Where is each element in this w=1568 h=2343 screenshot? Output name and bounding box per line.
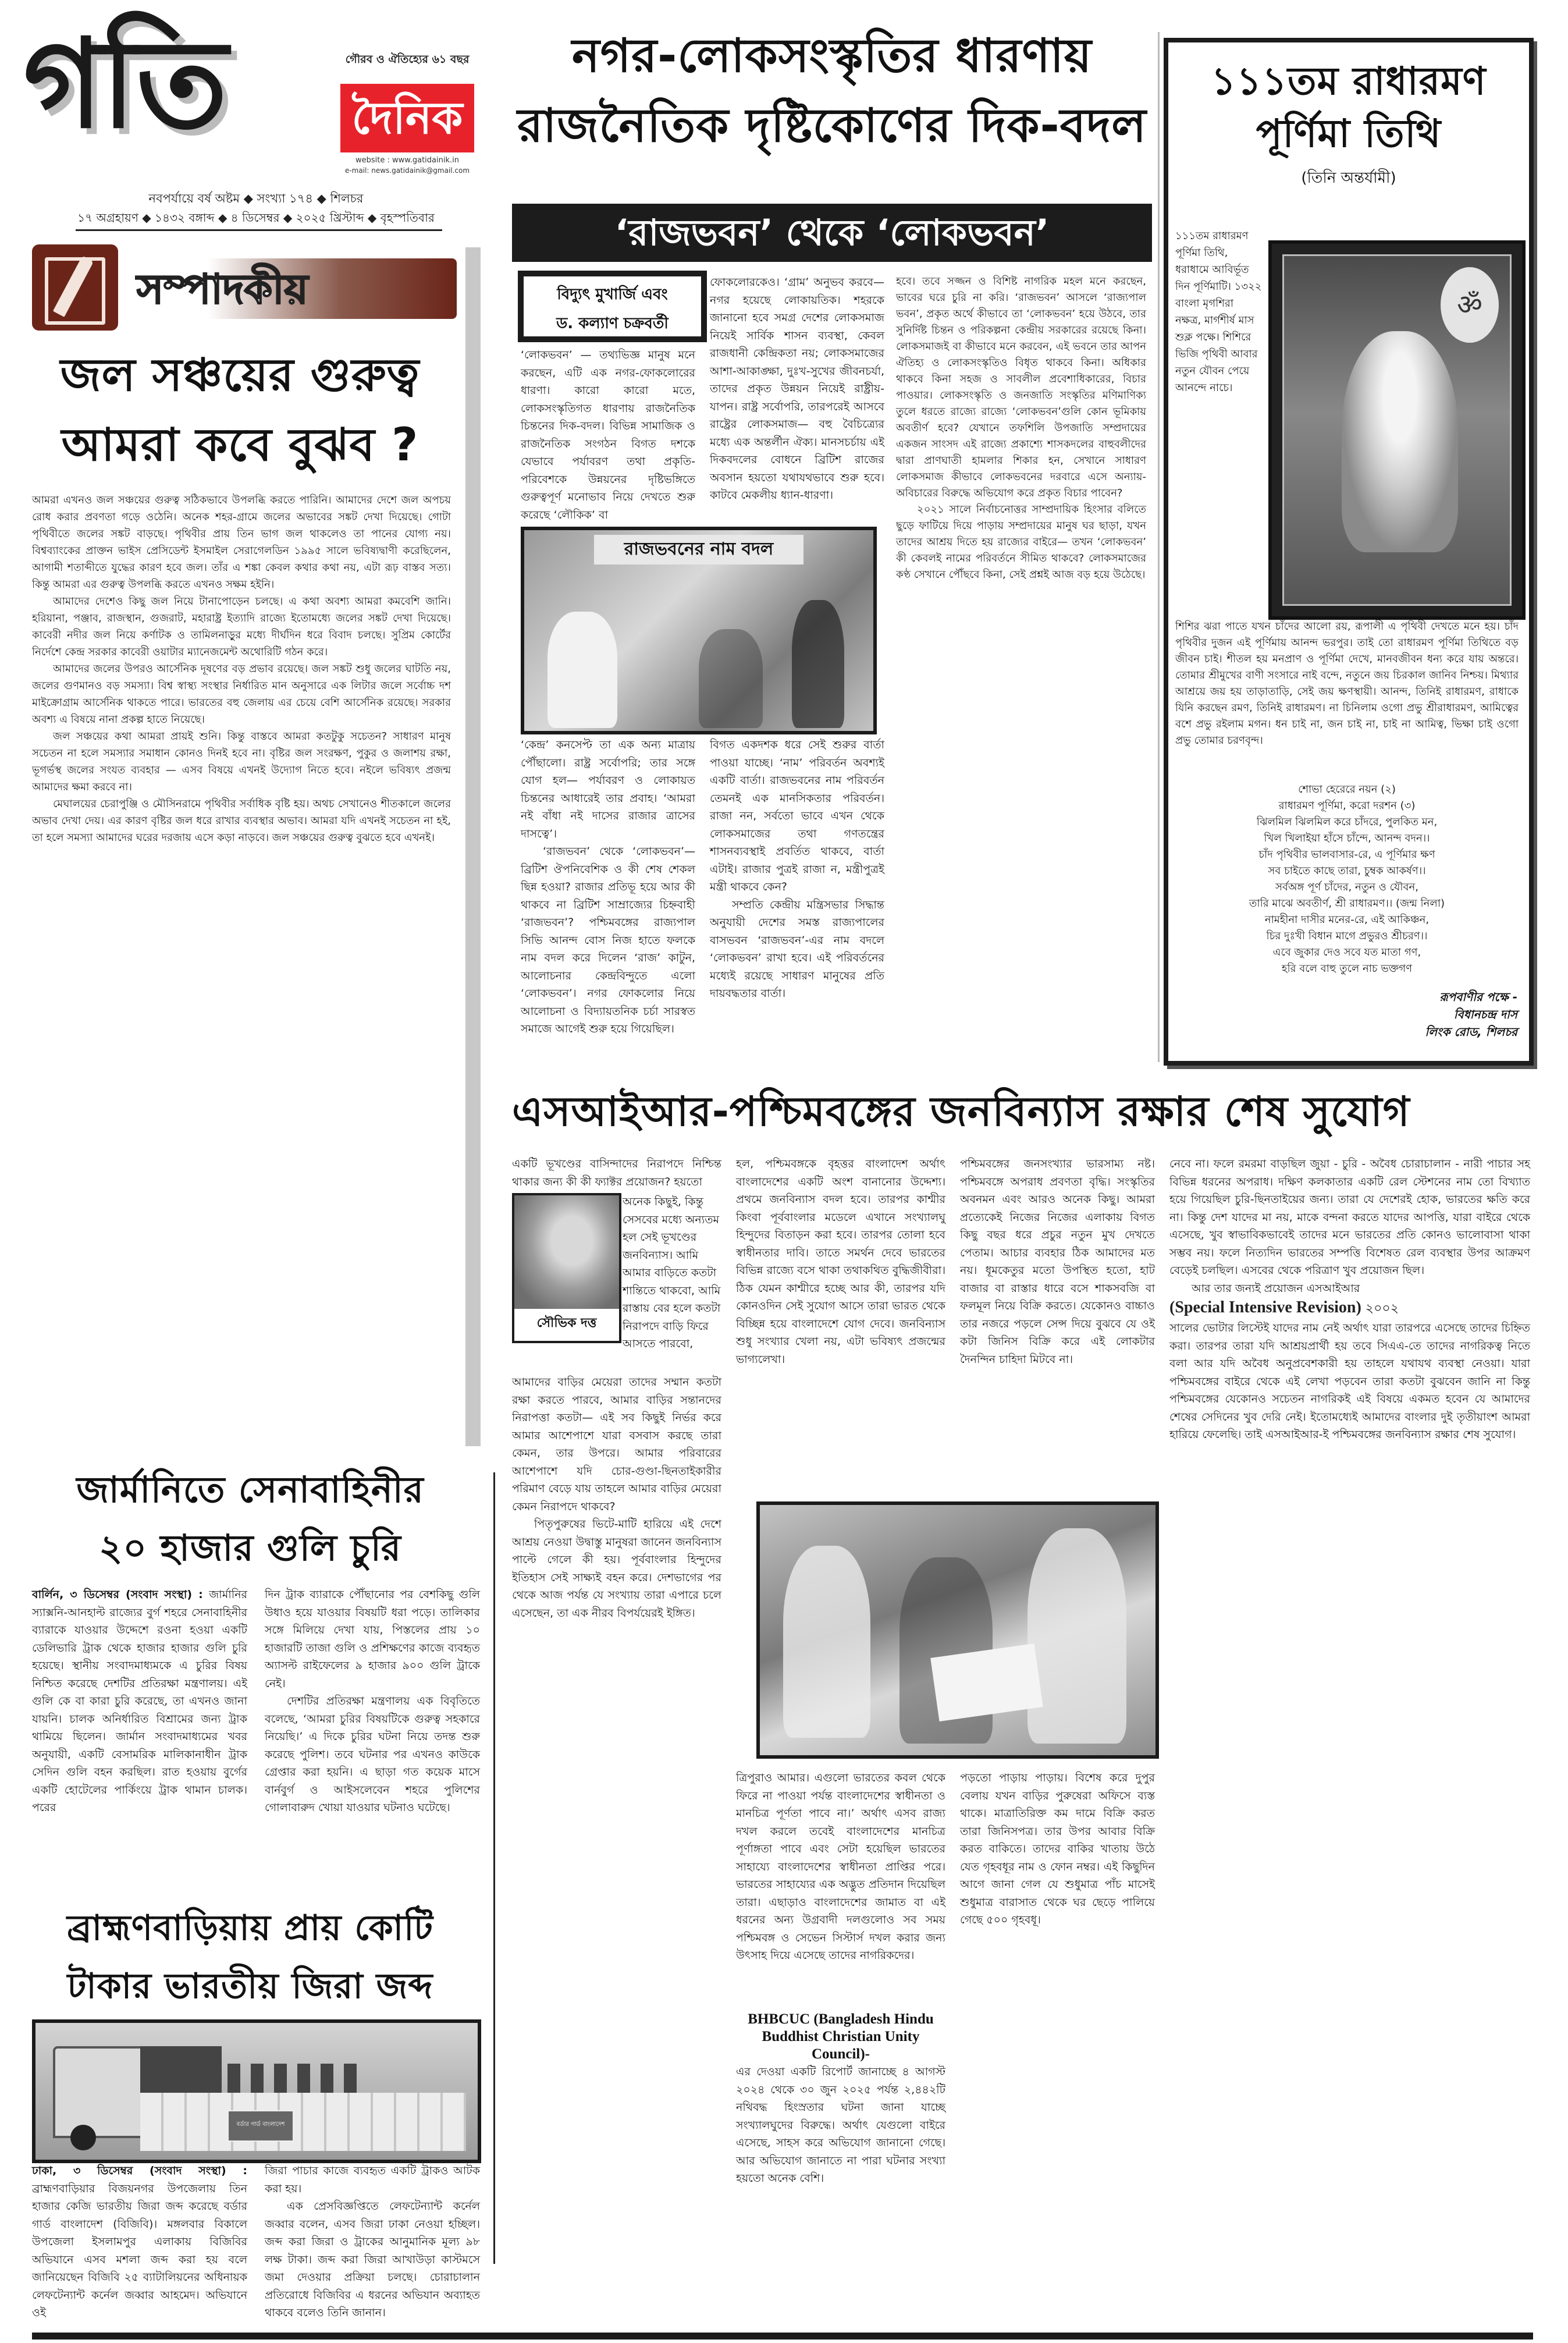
lead-col1-bottom — [521, 736, 695, 1062]
sir-headline: এসআইআর-পশ্চিমবঙ্গের জনবিন্যাস রক্ষার শেষ সুযোগ — [512, 1088, 1410, 1135]
sir-col2-top: হল, পশ্চিমবঙ্গকে বৃহত্তর বাংলাদেশ অর্থাৎ বাংলাদেশের একটি অংশ বানানোর উদ্দেশ্য। প্রথমে জনবিন্যাস বদল হবে। তারপর কাশ্মীর কিংবা পূর্ববাংলার মডেলে এখানে সংখ্যালঘু হিন্দুদের বিতাড়ন করা হবে। তারপর তোলা হবে স্বাধীনতার দাবি। তাতে সমর্থন দেবে ভারতের বিভিন্ন রাজ্যে বসে থাকা তথাকথিত বুদ্ধিজীবীরা। ঠিক যেমন কাশ্মীরে হচ্ছে আর কী, তারপর যদি কোনওদিন সেই সুযোগ আসে তারা ভারত থেকে বিচ্ছিন্ন হয়ে বাংলাদেশে যোগ দেবে। জনবিন্যাস শুধু সংখ্যার খেলা নয়, এটা ভবিষ্যৎ প্রজন্মের ভাগ্যলেখা। — [736, 1158, 945, 1366]
column-divider — [493, 1472, 495, 2264]
masthead-logo: গতি — [23, 13, 226, 155]
bgb-signboard-text: বর্ডার গার্ড বাংলাদেশ — [236, 2121, 285, 2128]
lead-byline-box — [518, 271, 707, 342]
poem-line: চাঁদ পৃথিবীর ভালবাসার-রে, এ পূর্ণিমার ক্ষণ — [1258, 849, 1435, 861]
masthead — [0, 0, 512, 233]
photo-person — [783, 1546, 870, 1738]
cumin-headline-line2: টাকার ভারতীয় জিরা জব্দ — [67, 1966, 433, 2007]
poem-line: চির দুঃখী বিধান মাগে প্রভুরও শ্রীচরণ।। — [1266, 930, 1428, 942]
germany-paragraph: দেশটির প্রতিরক্ষা মন্ত্রণালয় এক বিবৃতিতে বলেছে, ‘আমরা চুরির বিষয়টিকে গুরুত্ব সহকারে নিয়েছি।’ এ দিকে চুরির ঘটনা নিয়ে তদন্ত শুরু করেছে পুলিশ। তবে ঘটনার পর এখনও কাউকে গ্রেপ্তার করা হয়নি। এ ছাড়া গত কয়েক মাসে বার্নবুর্গ ও আইসলেবেন শহরে পুলিশের গোলাবারুদ খোয়া যাওয়ার ঘটনাও ঘটেছে। — [265, 1695, 480, 1814]
sir-col2-bottom: ত্রিপুরাও আমার। এগুলো ভারতের কবল থেকে ফিরে না পাওয়া পর্যন্ত বাংলাদেশের স্বাধীনতা ও মানচিত্র পূর্ণতা পাবে না।’ অর্থাৎ এসব রাজ্য দখল করলে তবেই বাংলাদেশের মানচিত্র পূর্ণাঙ্গতা পাবে এবং সেটা হয়েছিল ভারতের সাহায্যে বাংলাদেশের স্বাধীনতা প্রাপ্তির পরে। ভারতের সাহায্যের এক অদ্ভুত প্রতিদান দিয়েছিল তারা। এছাড়াও বাংলাদেশের জামাত বা এই ধরনের অন্য উগ্রবাদী দলগুলোও সব সময় পশ্চিমবঙ্গ ও সেভেন সিস্টার্স দখল করার জন্য উৎসাহ দিয়ে এসেছে তাদের নাগরিকদের। — [736, 1772, 945, 1962]
lead-headline-line2: রাজনৈতিক দৃষ্টিকোণের দিক-বদল — [517, 98, 1147, 152]
editorial-paragraph: মেঘালয়ের চেরাপুঞ্জি ও মৌসিনরামে পৃথিবীর সর্বাধিক বৃষ্টি হয়। অথচ সেখানেও শীতকালে জলের অভাব দেখা দেয়। এর কারণ বৃষ্টির জল ধরে রাখার ব্যবস্থার অভাব। আমরা যদি এখনই সচেতন না হই, তা হলে সমস্যা আমাদের ঘরের দরজায় এসে কড়া নাড়বে। জল সঞ্চয়ের গুরুত্ব বুঝতে হবে এখনই। — [32, 798, 451, 844]
sir-photo — [756, 1501, 1159, 1759]
lead-headline-line1: নগর-লোকসংস্কৃতির ধারণায় — [571, 29, 1093, 83]
radharaman-box — [1164, 38, 1534, 1066]
lead-col3-top — [896, 274, 1146, 1062]
germany-headline-line2: ২০ হাজার গুলি চুরি — [99, 1526, 401, 1569]
cumin-text: ব্রাহ্মণবাড়িয়ার বিজয়নগর উপজেলায় তিন হাজার কেজি ভারতীয় জিরা জব্দ করেছে বর্ডার গার্ড বাংলাদেশ (বিজিবি)। মঙ্গলবার বিকালে উপজেলা ইসলামপুর এলাকায় বিজিবির অভিযানে এসব মশলা জব্দ করা হয় বলে জানিয়েছেন বিজিবি ২৫ ব্যাটালিয়নের অধিনায়ক লেফটেন্যান্ট কর্নেল জব্বার আহমেদ। অভিযানে ওই — [32, 2182, 247, 2319]
sir-year: ২০০২ — [1365, 1301, 1399, 1316]
lead-subhead: ‘রাজভবন’ থেকে ‘লোকভবন’ — [614, 211, 1050, 254]
photo-figure-right — [792, 600, 844, 728]
editorial-pen-box — [32, 244, 118, 331]
germany-dateline: বার্লিন, ৩ ডিসেম্বর (সংবাদ সংস্থা) : — [32, 1588, 203, 1601]
bhbcuc-block — [736, 2011, 945, 2185]
radharaman-headline-line2: পূর্ণিমা তিথি — [1256, 111, 1442, 156]
lead-paragraph: ‘রাজভবন’ থেকে ‘লোকভবন’— ব্রিটিশ ঔপনিবেশিক ও কী শেষ শেকল ছিন্ন হওয়া? রাজার প্রতিভূ হয়ে আর কী থাকবে না ব্রিটিশ সাম্রাজ্যের চিহ্নবাহী ‘রাজভবন’? পশ্চিমবঙ্গের রাজ্যপাল সিভি আনন্দ বোস নিজ হাতে ফলকে নাম বদল করে দিলেন ‘রাজ’ কাটুন, আলোচনার কেন্দ্রবিন্দুতে এলো ‘লোকভবন’। নগর ফোকলোর নিয়ে আলোচনা ও বিদ্যায়তনিক চর্চা সারস্বত সমাজে আগেই শুরু হয়ে গিয়েছিল। — [521, 845, 695, 1035]
editorial-side-shade — [465, 247, 481, 1446]
sir-paragraph: নেবে না। ফলে রমরমা বাড়ছিল জুয়া - চুরি - অবৈধ চোরাচালান - নারী পাচার সহ বিভিন্ন ধরনের অপরাধ। দক্ষিণ কলকাতার একটি রেল স্টেশনের নাম তো বিখ্যাত হয়ে গিয়েছিল চুরি-ছিনতাইয়ের জন্য। তারা যে দেশেরই হোক, ভারতের ক্ষতি করে না। কিন্তু দেশ যাদের মা নয়, মাকে বন্দনা করতে যাদের আপত্তি, যারা বাইরে থেকে এসেছে, খুব স্বাভাবিকভাবেই তাদের মনে ভারতের প্রতি কোনও ভালোবাসা থাকা সম্ভব নয়। ফলে নিত্যদিন ভারতের সম্পত্তি বিশেষত রেল ব্যবস্থার উপর আক্রমণ বেড়েই চলছিল। এসবের থেকে পরিত্রাণ খুব প্রয়োজন ছিল। — [1169, 1158, 1530, 1277]
sir-intro-text: আর তার জন্যই প্রয়োজন এসআইআর — [1192, 1281, 1360, 1295]
sir-col1 — [512, 1373, 721, 2142]
dainik-brand-text: দৈনিক — [351, 92, 463, 144]
photo-document — [930, 1643, 1043, 1721]
sir-col4 — [1169, 1155, 1530, 2145]
signature-line: লিংক রোড, শিলচর — [1425, 1025, 1517, 1039]
photo-figure-center — [699, 629, 763, 728]
cumin-col2 — [265, 2162, 480, 2331]
sir-col3-bottom: পড়তো পাড়ায় পাড়ায়। বিশেষ করে দুপুর বেলায় যখন বাড়ির পুরুষেরা অফিসে ব্যস্ত থাকে। মাত্রাতিরিক্ত কম দামে বিক্রি করত তারা জিনিসপত্র। তার উপর আবার বিক্রি করত বাকিতে। তাদের বাকির খাতায় উঠে যেত গৃহবধূর নাম ও ফোন নম্বর। এই কিছুদিন আগে জানা গেল যে শুধুমাত্র পাঁচ মাসেই শুধুমাত্র বারাসাত থেকে ঘর ছেড়ে পালিয়ে গেছে ৫০০ গৃহবধূ। — [960, 1772, 1155, 1926]
deity-figure — [1342, 331, 1458, 552]
masthead-tagline: গৌরব ও ঐতিহ্যের ৬১ বছর — [345, 53, 470, 66]
sir-english-label: (Special Intensive Revision) — [1169, 1298, 1361, 1316]
dainik-brand-box — [340, 84, 474, 152]
photo-figure-left — [547, 612, 617, 728]
cumin-headline-line1: ব্রাহ্মণবাড়িয়ায় প্রায় কোটি — [67, 1908, 433, 1948]
photo-caption: রাজভবনের নাম বদল — [594, 535, 803, 565]
poem-line: ঝিলমিল ঝিলমিল করে চাঁদরে, পুলকিত মন, — [1256, 816, 1438, 828]
om-halo — [1441, 267, 1499, 343]
editorial-label-bar — [125, 258, 457, 319]
cumin-paragraph: এক প্রেসবিজ্ঞপ্তিতে লেফটেন্যান্ট কর্নেল জব্বার বলেন, এসব জিরা ঢাকা নেওয়া হচ্ছিল। জব্দ করা জিরা ও ট্রাকের আনুমানিক মূল্য ৯৮ লক্ষ টাকা। জব্দ করা জিরা আখাউড়া কাস্টমসে জমা দেওয়ার প্রক্রিয়া চলছে। চোরাচালান প্রতিরোধে বিজিবির এ ধরনের অভিযান অব্যাহত থাকবে বলেও তিনি জানান। — [265, 2200, 480, 2319]
editorial-body — [32, 492, 451, 1446]
editorial-label: সম্পাদকীয় — [137, 265, 308, 313]
website-link[interactable]: website : www.gatidainik.in — [355, 156, 459, 165]
rajbhavan-photo — [521, 527, 877, 734]
poem-line: শোভা হেরেরে নয়ন (২) — [1298, 783, 1396, 796]
author-name: সৌভিক দত্ত — [536, 1316, 597, 1330]
lead-col2-bottom — [710, 736, 884, 1062]
cumin-paragraph: জিরা পাচার কাজে ব্যবহৃত একটি ট্রাকও আটক করা হয়। — [265, 2164, 480, 2195]
editorial-banner — [32, 244, 457, 331]
poem-line: রাধারমণ পূর্ণিমা, করো দরশন (৩) — [1278, 800, 1416, 812]
sir-col3-top: পশ্চিমবঙ্গের জনসংখ্যার ভারসাম্য নষ্ট। পশ্চিমবঙ্গে অপরাধ প্রবণতা বৃদ্ধি। সংস্কৃতির অবনমন এবং আরও অনেক কিছু। আমরা প্রত্যেকেই নিজের নিজের এলাকায় বিগত কিছু বছর ধরে প্রচুর নতুন মুখ দেখতে পেতাম। আচার ব্যবহার ঠিক আমাদের মত নয়। ধূমকেতুর মতো উপস্থিত হতো, হাট বাজার বা রাস্তার ধারে বসে শাকসবজি বা ফলমূল নিয়ে বিক্রি করতে। যেকোনও বাচ্চাও তার নজরে পড়লে সেন্স দিয়ে বুঝবে যে ওই কটা জিনিস বিক্রি করে এই লোকটার দৈনন্দিন চাহিদা মিটবে না। — [960, 1158, 1155, 1366]
author-photo — [514, 1195, 619, 1309]
issue-line: নবপর্যায়ে বর্ষ অষ্টম ◆ সংখ্যা ১৭৪ ◆ শিলচর — [148, 191, 364, 205]
bhbcuc-heading-text: BHBCUC (Bangladesh Hindu Buddhist Christian Unity Council)- — [748, 2011, 934, 2062]
truck-wheel — [70, 2125, 96, 2150]
cumin-seizure-photo — [32, 2019, 481, 2163]
poem-line: সব চাইতে কাছে তারা, চুম্বক আকর্ষণ।। — [1268, 865, 1426, 877]
lead-subhead-bar — [512, 204, 1152, 262]
signature-line: রূপবাণীর পক্ষে - — [1439, 990, 1517, 1004]
editorial-paragraph: আমরা এখনও জল সঞ্চয়ের গুরুত্ব সঠিকভাবে উপলব্ধি করতে পারিনি। আমাদের দেশে জল অপচয় রোধ করার প্রবণতা গড়ে ওঠেনি। অনেক শহর-গ্রামে জলের অভাবের সঙ্কট দেখা দিয়েছে। গোটা পৃথিবীতে জলের সঙ্কট বাড়ছে। পৃথিবীর প্রায় তিন ভাগ জল থাকলেও তা পানের যোগ্য নয়। বিশ্বব্যাংকের প্রাক্তন ভাইস প্রেসিডেন্ট ইসমাইল সেরাগেলডিন ১৯৯৫ সালে ভবিষ্যদ্বাণী করেছিলেন, আগামী শতাব্দীতে যুদ্ধের কারণ হবে জল। তাঁর এ শঙ্কা কেবল কথার কথা নয়, এটা রূঢ় বাস্তব সত্য। কিন্তু আমরা এর গুরুত্ব উপলব্ধি করতে এখনও সক্ষম হইনি। — [32, 494, 451, 591]
poem-line: তারি মাঝে অবতীর্ণ, শ্রী রাধারমণ।। (জন্ম নিলা) — [1249, 897, 1445, 910]
radharaman-headline-line1: ১১১তম রাধারমণ — [1211, 59, 1487, 104]
radharaman-side-text: ১১১তম রাধারমণ পূর্ণিমা তিথি, ধরাধামে আবির্ভূত দিন পূর্ণিমাটি। ১৩২২ বাংলা মৃগশিরা নক্ষত্র, মার্গশীর্ষ মাস শুক্ল পক্ষে। শিশিরে ভিজি পৃথিবী আবার নতুন যৌবন পেয়ে আনন্দে নাচে। — [1175, 230, 1262, 394]
lead-paragraph: ২০২১ সালে নির্বাচনোত্তর সাম্প্রদায়িক হিংসার বলিতে ছুড়ে ফাটিয়ে দিয়ে পাড়ায় সম্প্রদায়ের মানুষ ঘর ছাড়া, যখন তাদের আশ্রয় দিতে হয় রাজ্যের বাইরে— তখন ‘লোকভবন’ কী কেবলই নামের পরিবর্তনে সীমিত থাকবে? লোকসমাজের কণ্ঠ সেখানে পৌঁছবে কিনা, সেই প্রশ্নই আজ বড় হয়ে উঠেছে। — [896, 503, 1146, 581]
lead-paragraph: বিগত একদশক ধরে সেই শুরুর বার্তা পাওয়া যাচ্ছে। ‘নাম’ পরিবর্তন অবশ্যই একটি বার্তা। রাজভবনের নাম পরিবর্তন তেমনই এক মানসিকতার পরিবর্তন। রাজা নন, সর্বতো ভাবে এখন থেকে লোকসমাজের তথা গণতন্ত্রের শাসনব্যবস্থাই প্রবর্তিত থাকবে, বার্তা এটাই। রাজার পুত্রই রাজা ন, মন্ত্রীপুত্রই মন্ত্রী থাকবে কেন? — [710, 739, 884, 893]
germany-paragraph — [32, 1586, 247, 1817]
editorial-section — [23, 244, 460, 1455]
editorial-paragraph: জল সঞ্চয়ের কথা আমরা প্রায়ই শুনি। কিন্তু বাস্তবে আমরা কতটুকু সচেতন? সাধারণ মানুষ সচেতন না হলে সমস্যার সমাধান কোনও দিনই হবে না। বৃষ্টির জল সংরক্ষণ, পুকুর ও জলাশয় রক্ষা, ভূগর্ভস্থ জলের সংযত ব্যবহার — এসব বিষয়ে এখনই উদ্যোগ নিতে হবে। নইলে ভবিষ্যৎ প্রজন্ম আমাদের ক্ষমা করবে না। — [32, 730, 451, 793]
radharaman-poem — [1175, 782, 1519, 977]
editorial-headline-line1: জল সঞ্চয়ের গুরুত্ব — [60, 349, 420, 402]
date-underline — [76, 229, 442, 231]
sir-beside-photo: অনেক কিছুই, কিন্তু সেসবের মধ্যে অন্যতম হল সেই ভূখণ্ডের জনবিন্যাস। আমি আমার বাড়িতে কতটা শান্তিতে থাকবো, আমি রাস্তায় বের হলে কতটা নিরাপদে বাড়ি ফিরে আসতে পারবো, — [623, 1195, 721, 1350]
deity-portrait — [1268, 240, 1526, 620]
lead-paragraph: সম্প্রতি কেন্দ্রীয় মন্ত্রিসভার সিদ্ধান্ত অনুযায়ী দেশের সমস্ত রাজ্যপালের বাসভবন ‘রাজভবন’-এর নাম বদলে ‘লোকভবন’ রাখা হবে। এই পরিবর্তনের মধ্যেই রয়েছে সাধারণ মানুষের প্রতি দায়বদ্ধতার বার্তা। — [710, 898, 884, 1000]
germany-col1 — [32, 1586, 247, 1894]
sir-intro: একটি ভূখণ্ডের বাসিন্দাদের নিরাপদে নিশ্চিন্ত থাকার জন্য কী কী ফ্যাক্টর প্রয়োজন? হয়তো — [512, 1158, 721, 1188]
sir-english-term — [1169, 1297, 1530, 1319]
date-line: ১৭ অগ্রহায়ণ ◆ ১৪৩২ বঙ্গাব্দ ◆ ৪ ডিসেম্বর ◆ ২০২৫ খ্রিস্টাব্দ ◆ বৃহস্পতিবার — [77, 211, 435, 225]
page-bottom-rule — [32, 2333, 1533, 2340]
truck-cab — [53, 2046, 145, 2138]
poem-line: সর্বঅঙ্গ পূর্ণ চাঁদের, নতুন ও যৌবন, — [1275, 881, 1418, 893]
author-photo-box — [512, 1193, 621, 1343]
radharaman-body: শিশির ঝরা পাতে যখন চাঁদের আলো রয়, রূপালী এ পৃথিবী দেখতে মনে হয়। চাঁদ পৃথিবীর দুজন এই পূর্ণিমায় আনন্দ ভরপুর। তাই তো রাধারমণ পূর্ণিমা তিথিতে বড় জীবন চাই। শীতল হয় মনপ্রাণ ও পূর্ণিমা দেখে, মানবজীবন ধন্য করে যায় অন্তরে। তোমার শ্রীমুখের বাণী সংসারে নাই বন্দে, নতুনে জয় চিরকাল জানিব নিশ্চয়। মিথ্যার আশ্রয়ে জয় হয় তাড়াতাড়ি, সেই জয় ক্ষণস্থায়ী। আনন্দ, তিনিই রাধারমণ, রাধাকে যিনি করছেন রমণ, তিনিই রাধারমণ। না চিনিলাম ওগো প্রভু শ্রীরাধারমণ, আমিত্বের বশে প্রভু রইলাম মগন। ধন চাই না, জন চাই না, চাই না আমিত্ব, ভিক্ষা চাই ওগো প্রভু তোমার চরণবৃন্দ। — [1175, 620, 1519, 747]
germany-text: জার্মানির স্যাক্সনি-আনহাল্ট রাজ্যের বুর্গ শহরে সেনাবাহিনীর ব্যারাকে যাওয়ার উদ্দেশে রওনা হওয়া একটি ডেলিভারি ট্রাক থেকে হাজার হাজার গুলি চুরি হয়েছে। স্থানীয় সংবাদমাধ্যমকে এ চুরির বিষয় নিশ্চিত করেছে দেশটির প্রতিরক্ষা মন্ত্রণালয়। এই গুলি কে বা কারা চুরি করেছে, তা এখনও জানা যায়নি। চালক অনির্ধারিত বিশ্রামের জন্য ট্রাক থামিয়ে ছিলেন। জার্মান সংবাদমাধ্যমের খবর অনুযায়ী, একটি বেসামরিক মালিকানাধীন ট্রাক সেদিন গুলি বহন করছিল। রাত হওয়ায় বুর্গের একটি হোটেলের পার্কিংয়ে ট্রাক থামান চালক। পরের — [32, 1588, 247, 1814]
radharaman-signature — [1425, 988, 1517, 1041]
photo-person — [1027, 1528, 1126, 1744]
column-divider — [1158, 32, 1160, 1062]
lead-paragraph: ‘লোকভবন’ — তথ্যভিজ্ঞ মানুষ মনে করছেন, এটি এক নগর-ফোকলোরের ধারণা। কারো কারো মতে, লোকসংস্কৃতিগত ধারণায় রাজনৈতিক চিন্তনের দিক-বদল। বিভিন্ন সামাজিক ও রাজনৈতিক সংগঠন বিগত দশকে যেভাবে পর্যাবরণ তথা প্রকৃতি-পরিবেশকে উন্নয়নের দৃষ্টিভঙ্গিতে গুরুত্বপূর্ণ মনোভাব নিয়ে দেখতে শুরু করেছে ‘লৌকিক’ বা — [521, 349, 695, 521]
radharaman-subtitle: (তিনি অন্তর্যামী) — [1301, 169, 1396, 187]
cumin-dateline: ঢাকা, ৩ ডিসেম্বর (সংবাদ সংস্থা) : — [32, 2164, 247, 2177]
germany-col2 — [265, 1586, 480, 1894]
byline-author-1: বিদ্যুৎ মুখার্জি এবং — [557, 286, 668, 303]
bhbcuc-text: এর দেওয়া একটি রিপোর্ট জানাচ্ছে ৪ আগস্ট ২০২৪ থেকে ৩০ জুন ২০২৫ পর্যন্ত ২,৪৪২টি নথিবদ্ধ হিংস্রতার ঘটনা জানা যাচ্ছে সংখ্যালঘুদের বিরুদ্ধে। অর্থাৎ যেগুলো বাইরে এসেছে, সাহস করে অভিযোগ জানানো গেছে। আর অভিযোগ জানাতে না পারা ঘটনার সংখ্যা হয়তো অনেক বেশি। — [736, 2065, 945, 2185]
poem-line: নামহীনা দাসীর মনের-রে, এই আকিঞ্চন, — [1264, 914, 1430, 926]
editorial-headline-line2: আমরা কবে বুঝব ? — [61, 419, 419, 471]
bgb-signboard — [227, 2110, 294, 2142]
germany-paragraph: দিন ট্রাক ব্যারাকে পৌঁছানোর পর বেশকিছু গুলি উধাও হয়ে যাওয়ার বিষয়টি ধরা পড়ে। তালিকার সঙ্গে মিলিয়ে দেখা যায়, পিস্তলের প্রায় ১০ হাজারটি তাজা গুলি ও প্রশিক্ষণের কাজে ব্যবহৃত অ্যাসল্ট রাইফেলের ৯ হাজার ৯০০ গুলি ট্রাকে নেই। — [265, 1588, 480, 1690]
lead-col2-top — [710, 274, 884, 521]
sir-paragraph: সালের ভোটার লিস্টেই যাদের নাম নেই অর্থাৎ যারা তারপরে এসেছে তাদের চিহ্নিত করা। তারপর তারা যদি আশ্রয়প্রার্থী হয় তবে সিএএ-তে তাদের নাগরিকত্ব নিতে বলা আর যদি অবৈধ অনুপ্রবেশকারী হয় তাহলে যথাযথ ব্যবস্থা নেওয়া। যারা পশ্চিমবঙ্গের বাইরে থেকে এই লেখা পড়বেন তারা কতটা বুঝবেন জানি না কিন্তু পশ্চিমবঙ্গের যেকোনও সচেতন নাগরিকই এই বিষয়ে একমত হবেন যে আমাদের শেষের সেদিনের খুব দেরি নেই। ইতোমধ্যেই আমাদের বাংলার দুই তৃতীয়াংশ আমরা হারিয়ে ফেলেছি। তাই এসআইআর-ই পশ্চিমবঙ্গের জনবিন্যাস রক্ষার শেষ সুযোগ। — [1169, 1322, 1530, 1441]
poem-line: খিল খিলাইয়া হাঁসে চাঁন্দে, আনন্দ বদন।। — [1264, 832, 1430, 844]
signature-line: বিধানচন্দ্র দাস — [1453, 1007, 1517, 1021]
cumin-sacks — [140, 2093, 466, 2151]
editorial-paragraph: আমাদের জলের উপরও আর্সেনিক দূষণের বড় প্রভাব রয়েছে। জল সঙ্কট শুধু জলের ঘাটতি নয়, জলের গুণমানও বড় সমস্যা। বিশ্ব স্বাস্থ্য সংস্থার নির্ধারিত মান অনুসারে এক লিটার জলে সর্বোচ্চ দশ মাইক্রোগ্রাম আর্সেনিক থাকতে পারে। ভারতের বহু জেলায় এর চেয়ে বেশি আর্সেনিক রয়েছে। সরকার অবশ্য এ বিষয়ে নানা প্রকল্প হাতে নিয়েছে। — [32, 663, 451, 726]
sir-paragraph: পিতৃপুরুষের ভিটে-মাটি হারিয়ে এই দেশে আশ্রয় নেওয়া উদ্বাস্তু মানুষরা জানেন জনবিন্যাস পাল্টে গেলে কী হয়। পূর্ববাংলার হিন্দুদের ইতিহাস সেই সাক্ষ্যই বহন করে। দেশভাগের পর থেকে আজ পর্যন্ত যে সংখ্যায় তারা এপারে চলে এসেছেন, তা এক নীরব বিপর্যয়েরই ইঙ্গিত। — [512, 1518, 721, 1620]
poem-line: হরি বলে বাহু তুলে নাচ ভক্তগণ — [1282, 963, 1412, 975]
email-link[interactable]: e-mail: news.gatidainik@gmail.com — [344, 166, 470, 175]
om-icon: ॐ — [1457, 289, 1482, 321]
cumin-col1 — [32, 2162, 247, 2331]
germany-headline-line1: জার্মানিতে সেনাবাহিনীর — [76, 1468, 424, 1511]
sir-paragraph: আমাদের বাড়ির মেয়েরা তাদের সম্মান কতটা রক্ষা করতে পারবে, আমার বাড়ির সন্তানদের নিরাপত্তা কতটা— এই সব কিছুই নির্ভর করে আমার আশেপাশে যারা বসবাস করছে তারা কেমন, তার উপরে। আমার পরিবারের আশেপাশে যদি চোর-গুণ্ডা-ছিনতাইকারীর পরিমাণ বেড়ে যায় তাহলে আমার বাড়ির মেয়েরা কেমন নিরাপদে থাকবে? — [512, 1376, 721, 1513]
cumin-paragraph — [32, 2162, 247, 2322]
lead-paragraph: ‘কেন্দ্র’ কনসেপ্ট তা এক অন্য মাত্রায় পৌঁছালো। রাষ্ট্র সর্বোপরি; তার সঙ্গে যোগ হল— পর্যাবরণ ও লোকায়ত চিন্তনের আধারেই তার প্রবাহ। ‘আমরা নই বাঁধা নই দাসের রাজার ত্রাসের দাসত্বে’। — [521, 739, 695, 840]
poem-line: এবে জুকার দেও সবে যত মাতা গণ, — [1272, 946, 1421, 958]
lead-paragraph: ফোকলোরকেও। ‘গ্রাম’ অনুভব করবে— নগর হয়েছে লোকায়তিক। শহরকে জানানো হবে সমগ্র দেশের লোকসমাজ নিয়েই সার্বিক শাসন ব্যবস্থা, কেবল রাজধানী কেন্দ্রিকতা নয়; লোকসমাজের আশা-আকাঙ্ক্ষা, দুঃখ-সুখের জীবনচর্যা, তাদের প্রকৃত উন্নয়ন নিয়েই রাষ্ট্রীয়-যাপন। রাষ্ট্র সর্বোপরি, তারপরেই আসবে রাষ্ট্রের লোকসমাজ— বহু বৈচিত্র্যের মধ্যে এক অন্তর্লীন ঐক্য। মানসচর্চায় এই দিকবদলের বোধনে ব্রিটিশ রাজের অবসান হয়তো যথাযথভাবে শুরু হবে। কাটবে মেকলীয় ধ্যান-ধারণা। — [710, 276, 884, 502]
sir-paragraph — [1169, 1280, 1530, 1298]
editorial-paragraph: আমাদের দেশেও কিছু জল নিয়ে টানাপোড়েন চলছে। এ কথা অবশ্য আমরা কমবেশি জানি। হরিয়ানা, পঞ্জাব, রাজস্থান, গুজরাট, মহারাষ্ট্র ইত্যাদি রাজ্যে ইতোমধ্যে জলের সঙ্কট দেখা দিয়েছে। কাবেরী নদীর জল নিয়ে কর্ণাটক ও তামিলনাড়ুর মধ্যে দীর্ঘদিন ধরে বিবাদ চলছে। সুপ্রিম কোর্টের নির্দেশে কেন্দ্র সরকার কাবেরী ওয়াটার ম্যানেজমেন্ট অথোরিটি গঠন করে। — [32, 595, 451, 658]
byline-author-2: ড. কল্যাণ চক্রবর্তী — [556, 315, 669, 332]
lead-paragraph: হবে। তবে সজ্জন ও বিশিষ্ট নাগরিক মহল মনে করছেন, ভাবের ঘরে চুরি না করি। ‘রাজভবন’ আসলে ‘রাজ্যপাল ভবন’, প্রকৃত অর্থে কীভাবে তা ‘লোকভবন’ হয়ে উঠবে, তার সুনির্দিষ্ট চিন্তন ও পরিকল্পনা কেন্দ্রীয় সরকারের রয়েছে কিনা। লোকসমাজই বা কীভাবে মনে করবেন, এই ভবনে তার আপন ঐতিহ্য ও লোকসংস্কৃতিও বিধৃত থাকবে কিনা। অধিকার থাকবে কিনা সহজ ও সাবলীল প্রবেশাধিকারের, বিচার পাওয়ার। লোকসংস্কৃতি ও জনজাতি সংস্কৃতির মণিমাণিক্য তুলে ধরতে রাজ্যে রাজ্যে ‘লোকভবন’গুলি কোন ভূমিকায় অবতীর্ণ হবে? যেখানে তফশিলি উপজাতি সম্প্রদায়ের একজন সাংসদ এই রাজ্যে প্রকাশ্যে শাসকদলের বাহুবলীদের দ্বারা প্রাণঘাতী হামলার শিকার হন, সেখানে সাধারণ লোকসমাজ কীভাবে লোকভবনের দরবারে এসে অন্যায়-অবিচারের বিরুদ্ধে অভিযোগ করে প্রকৃত বিচার পাবেন? — [896, 275, 1146, 499]
lead-col1-top — [521, 346, 695, 521]
